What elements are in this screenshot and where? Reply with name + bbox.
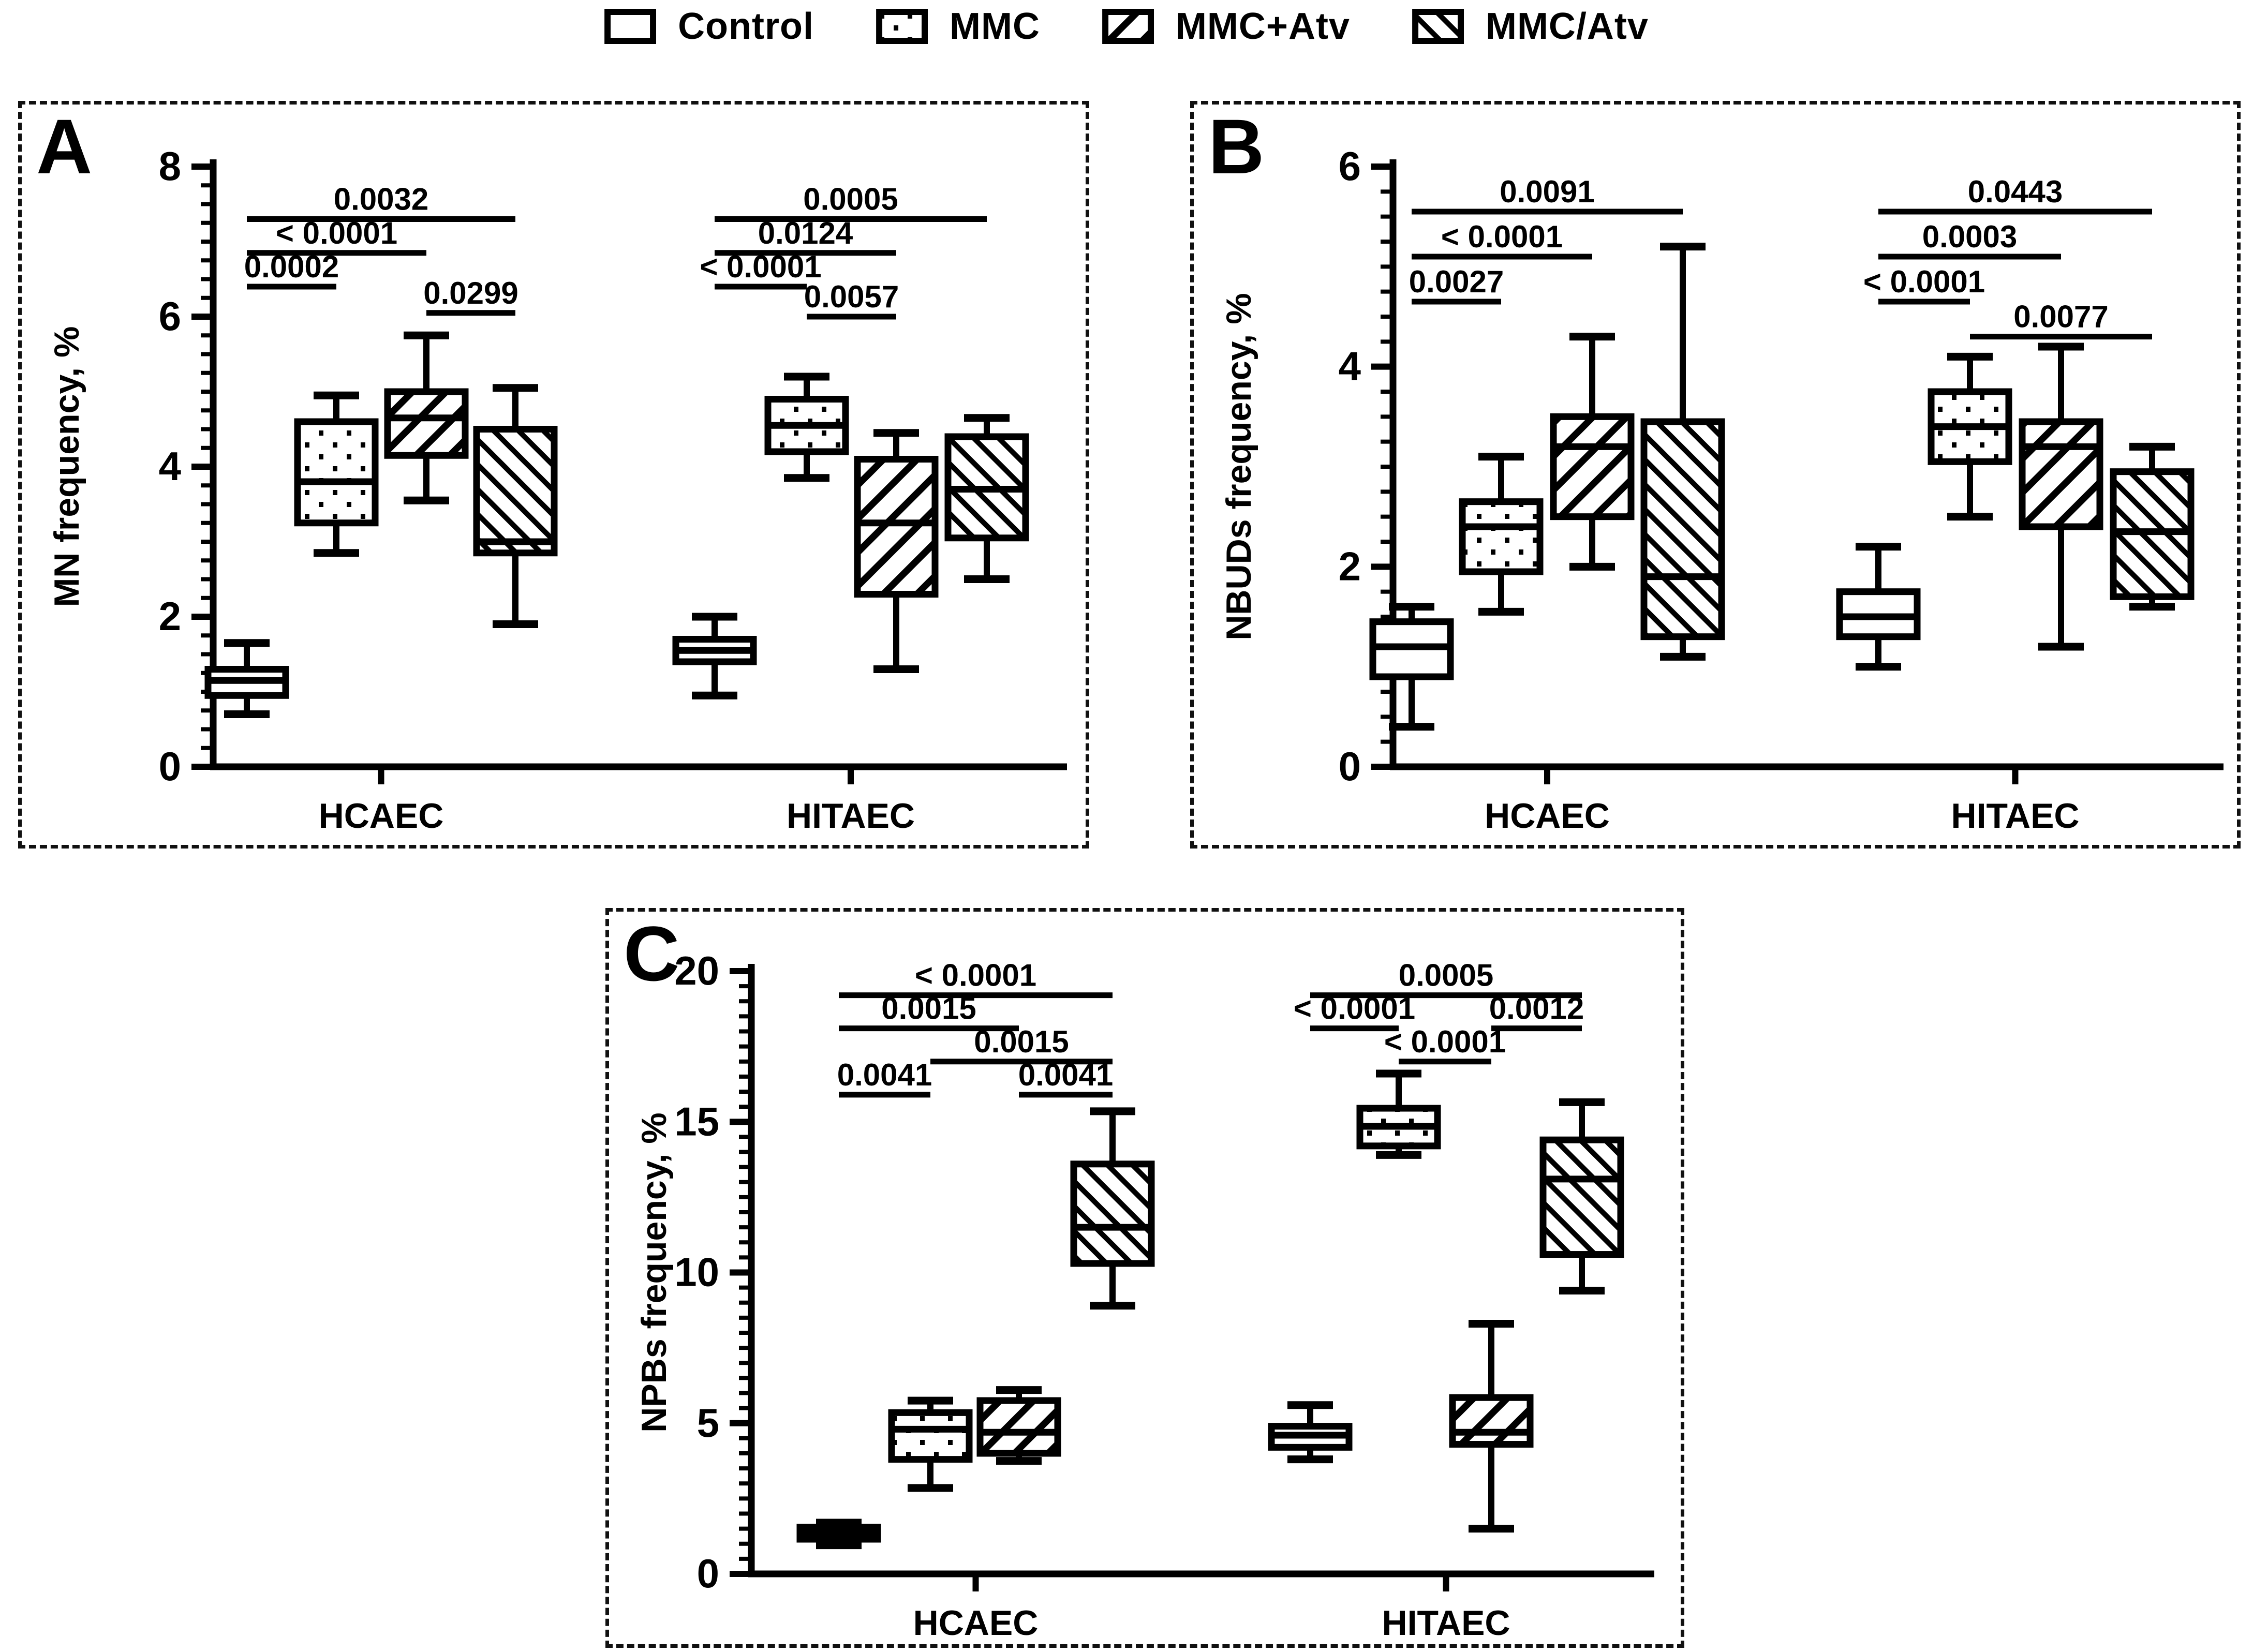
panel-b-box-hcaec-mmc-atv (1553, 337, 1631, 567)
panel-c-ylabel: NPBs frequency, % (634, 1112, 674, 1433)
svg-text:< 0.0001: < 0.0001 (700, 249, 822, 284)
legend-swatch-mmc-slash-atv-icon (1412, 9, 1464, 44)
legend-item-control (604, 5, 814, 48)
panel-c-box-hitaec-mmc (1360, 1074, 1437, 1155)
svg-text:0.0041: 0.0041 (1018, 1057, 1114, 1092)
panel-a-box-hcaec-mmc-atv (477, 388, 554, 624)
svg-text:< 0.0001: < 0.0001 (1863, 264, 1985, 299)
panel-a-ytick-6: 6 (158, 293, 181, 339)
panel-a (18, 101, 1089, 849)
panel-c-group-label-hcaec: HCAEC (913, 1603, 1039, 1643)
svg-text:0.0002: 0.0002 (244, 249, 339, 284)
svg-text:< 0.0001: < 0.0001 (1441, 219, 1563, 254)
panel-a-sig-hitaec-6 (700, 249, 821, 287)
panel-c-sig-hitaec-8 (1384, 1024, 1506, 1062)
panel-a-group-label-hcaec: HCAEC (318, 796, 444, 836)
svg-text:0.0443: 0.0443 (1967, 174, 2063, 209)
panel-b-box-hitaec-control (1840, 547, 1917, 667)
panel-a-ytick-8: 8 (158, 143, 181, 189)
panel-c-box-hcaec-mmc (892, 1401, 969, 1488)
panel-b-ytick-6: 6 (1338, 143, 1361, 189)
svg-text:0.0012: 0.0012 (1489, 991, 1584, 1026)
panel-a-ylabel: MN frequency, % (47, 326, 86, 607)
svg-text:0.0091: 0.0091 (1500, 174, 1595, 209)
panel-c-box-hitaec-mmc-atv (1452, 1324, 1530, 1529)
panel-b-sig-hitaec-4 (1878, 219, 2061, 257)
panel-c-sig-hitaec-7 (1489, 991, 1584, 1029)
panel-a-chart (22, 105, 1093, 852)
svg-text:< 0.0001: < 0.0001 (1293, 991, 1416, 1026)
panel-a-box-hitaec-mmc-atv (857, 433, 935, 669)
panel-c-ytick-20: 20 (674, 948, 719, 993)
legend (604, 3, 1649, 50)
legend-item-mmc (876, 5, 1040, 48)
panel-a-box-hitaec-control (676, 617, 753, 695)
legend-label-control: Control (678, 6, 814, 47)
panel-b-sig-hitaec-5 (1863, 264, 1985, 302)
panel-c-ytick-5: 5 (696, 1400, 719, 1446)
panel-b-box-hcaec-control (1373, 607, 1450, 727)
svg-text:< 0.0001: < 0.0001 (1384, 1024, 1506, 1059)
panel-a-box-hitaec-mmc (768, 377, 846, 478)
panel-b-ytick-4: 4 (1338, 343, 1361, 389)
legend-label-mmc-slash-atv: MMC/Atv (1485, 6, 1649, 47)
panel-b-sig-hitaec-6 (1970, 300, 2152, 337)
panel-a-sig-hcaec-2 (244, 249, 339, 287)
panel-c-group-label-hitaec: HITAEC (1382, 1603, 1510, 1643)
panel-c-box-hitaec-control (1271, 1405, 1349, 1460)
svg-text:0.0057: 0.0057 (804, 279, 899, 314)
legend-swatch-mmc-icon (876, 9, 928, 44)
panel-b-box-hcaec-mmc-atv (1644, 247, 1722, 657)
svg-text:< 0.0001: < 0.0001 (275, 215, 398, 250)
panel-c-axes (674, 948, 1654, 1596)
svg-text:0.0032: 0.0032 (333, 182, 429, 217)
panel-b-box-hcaec-mmc (1462, 457, 1540, 612)
panel-b-chart (1194, 105, 2244, 852)
panel-b-ytick-2: 2 (1338, 543, 1361, 589)
panel-a-box-hcaec-mmc (298, 395, 375, 553)
panel-c-sig-hcaec-4 (1018, 1058, 1114, 1095)
panel-c-sig-hcaec-0 (839, 958, 1113, 995)
svg-text:0.0015: 0.0015 (881, 991, 976, 1026)
panel-c-box-hcaec-mmc-atv (980, 1390, 1058, 1461)
panel-a-sig-hcaec-0 (247, 182, 515, 219)
panel-c-chart (609, 912, 1688, 1651)
panel-b-sig-hcaec-1 (1412, 219, 1592, 257)
svg-text:0.0299: 0.0299 (423, 275, 518, 310)
panel-c-box-hitaec-mmc-atv (1543, 1102, 1621, 1290)
svg-text:< 0.0001: < 0.0001 (914, 958, 1037, 993)
panel-b-sig-hcaec-0 (1412, 174, 1683, 212)
svg-text:0.0015: 0.0015 (974, 1024, 1069, 1059)
panel-a-ytick-4: 4 (158, 443, 181, 489)
svg-text:0.0041: 0.0041 (837, 1057, 932, 1092)
panel-b-sig-hcaec-2 (1409, 264, 1504, 302)
svg-text:0.0005: 0.0005 (1398, 958, 1494, 993)
svg-text:0.0077: 0.0077 (2013, 299, 2109, 334)
panel-a-letter: A (36, 103, 93, 190)
panel-a-group-label-hitaec: HITAEC (786, 796, 915, 836)
svg-text:0.0027: 0.0027 (1409, 264, 1504, 299)
panel-b-group-label-hitaec: HITAEC (1951, 796, 2080, 836)
legend-item-mmc-slash-atv (1412, 5, 1649, 48)
panel-b-sig-hitaec-3 (1878, 174, 2152, 212)
panel-c-ytick-10: 10 (674, 1249, 719, 1295)
panel-c (605, 908, 1684, 1648)
legend-label-mmc: MMC (950, 6, 1040, 47)
legend-item-mmc-atv (1102, 5, 1350, 48)
panel-b-box-hitaec-mmc (1931, 356, 2009, 516)
panel-b-ytick-0: 0 (1338, 743, 1361, 789)
panel-a-sig-hcaec-3 (423, 276, 518, 313)
panel-a-box-hcaec-mmc-atv (388, 335, 465, 500)
panel-a-ytick-2: 2 (158, 593, 181, 639)
panel-a-ytick-0: 0 (158, 743, 181, 789)
svg-text:0.0003: 0.0003 (1922, 219, 2018, 254)
panel-c-box-hcaec-control (800, 1523, 878, 1545)
panel-a-box-hcaec-control (208, 643, 286, 715)
panel-b-letter: B (1208, 103, 1265, 190)
legend-swatch-mmc-atv-icon (1102, 9, 1154, 44)
panel-c-ytick-0: 0 (696, 1551, 719, 1596)
svg-text:0.0005: 0.0005 (803, 182, 898, 217)
panel-a-sig-hitaec-7 (804, 279, 899, 317)
panel-a-box-hitaec-mmc-atv (948, 418, 1026, 579)
panel-c-box-hcaec-mmc-atv (1074, 1111, 1151, 1306)
svg-text:0.0124: 0.0124 (758, 215, 853, 250)
panel-c-sig-hitaec-6 (1294, 991, 1415, 1029)
panel-b-group-label-hcaec: HCAEC (1485, 796, 1610, 836)
legend-swatch-control-icon (604, 9, 656, 44)
panel-c-sig-hitaec-5 (1310, 958, 1582, 995)
panel-c-letter: C (624, 910, 680, 997)
legend-label-mmc-atv: MMC+Atv (1175, 6, 1350, 47)
panel-b-box-hitaec-mmc-atv (2113, 447, 2191, 606)
panel-b-box-hitaec-mmc-atv (2022, 347, 2100, 647)
panel-b-ylabel: NBUDs frequency, % (1219, 293, 1258, 641)
panel-c-ytick-15: 15 (674, 1098, 719, 1144)
panel-b (1190, 101, 2241, 849)
panel-a-sig-hitaec-4 (715, 182, 987, 219)
panel-c-sig-hcaec-3 (837, 1058, 932, 1095)
